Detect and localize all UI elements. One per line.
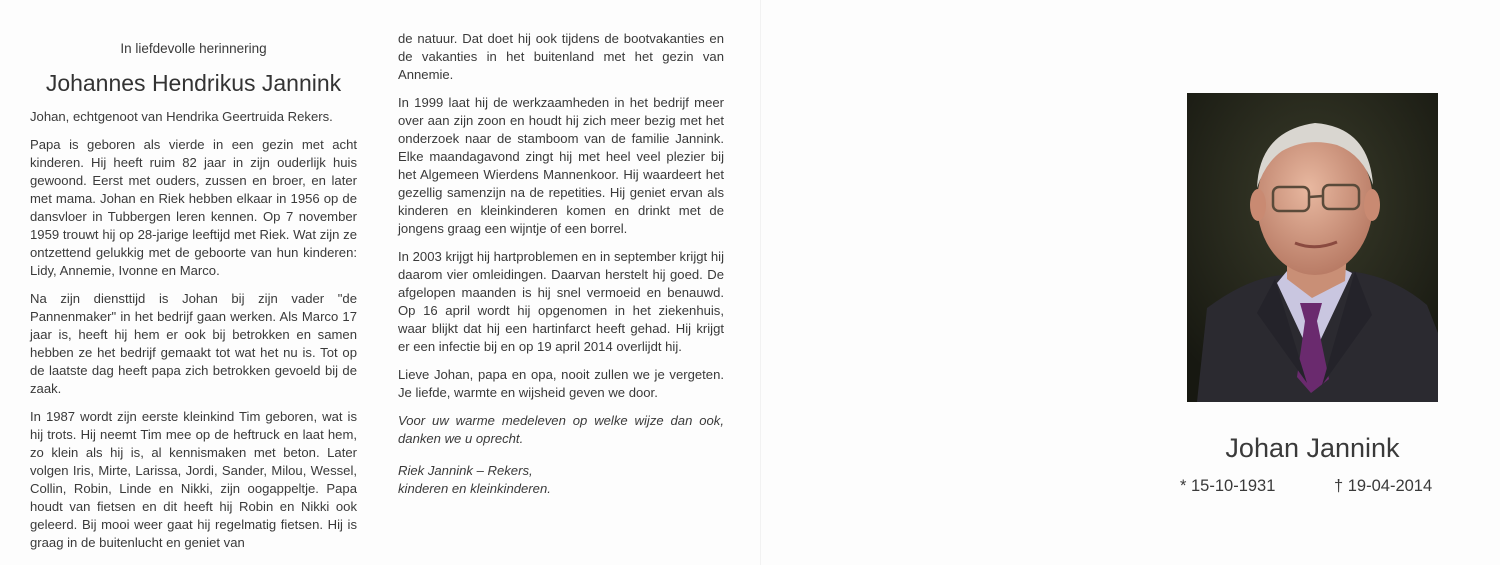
full-name-heading: Johannes Hendrikus Jannink (45, 70, 342, 96)
paragraph: In 1999 laat hij de werkzaamheden in het bedrijf meer over aan zijn zoon en houdt hij zich meer bezig met het onderzoek naar de stamboom van de familie Jannink. Elke maandagavond zingt hij met heel veel plezier bij het Algemeen Wierdens Mannenkoor. Hij waardeert het gezellig samenzijn na de repetities. Hij geniet ervan als kinderen en kleinkinderen komen en drinkt met de jongens graag een wijntje of een borrel. (398, 95, 724, 236)
paragraph: In 1987 wordt zijn eerste kleinkind Tim geboren, wat is hij trots. Hij neemt Tim mee op de heftruck en laat hem, zo klein als hij is, al kennismaken met beton. Later volgen Iris, Mirte, Larissa, Jordi, Sander, Milou, Wessel, Collin, Robin, Linde en Nikki, zijn oogappeltje. Papa houdt van fietsen en dit heeft hij Robin en Nikki ook geleerd. Bij mooi weer gaat hij regelmatig fietsen. Hij is graag in de buitenlucht en geniet van (30, 409, 357, 550)
birth-date: * 15-10-1931 (1180, 477, 1276, 495)
person-name: Johan Jannink (1225, 433, 1400, 463)
paragraph: Johan, echtgenoot van Hendrika Geertruida Rekers. (30, 109, 333, 124)
death-date: † 19-04-2014 (1334, 477, 1433, 495)
thanks-line: Voor uw warme medeleven op welke wijze dan ook, danken we u oprecht. (398, 413, 724, 446)
paragraph: In 2003 krijgt hij hartproblemen en in september krijgt hij daarom vier omleidingen. Daarvan herstelt hij goed. De afgelopen maanden is hij snel vermoeid en benauwd. Op 16 april wordt hij opgenomen in het ziekenhuis, waar blijkt dat hij een hartinfarct heeft gehad. Hij krijgt er een infectie bij en op 19 april 2014 overlijdt hij. (398, 249, 724, 354)
portrait-illustration (1187, 93, 1438, 402)
portrait-photo (1187, 93, 1438, 402)
intro-line: In liefdevolle herinnering (120, 41, 267, 56)
signature-line: Riek Jannink – Rekers, (398, 463, 533, 478)
left-text-column (30, 40, 357, 562)
paragraph: Papa is geboren als vierde in een gezin met acht kinderen. Hij heeft ruim 82 jaar in zijn ouderlijk huis gewoond. Eerst met ouders, zussen en broer, en later met mama. Johan en Riek hebben elkaar in 1956 op de dansvloer in Tubbergen leren kennen. Op 7 november 1959 trouwt hij op 28-jarige leeftijd met Riek. Wat zijn ze ontzettend gelukkig met de geboorte van hun kinderen: Lidy, Annemie, Ivonne en Marco. (30, 137, 357, 278)
signature (398, 462, 724, 498)
signature-line: kinderen en kleinkinderen. (398, 481, 551, 496)
fold-line (760, 0, 761, 565)
middle-text-column (398, 30, 724, 498)
paragraph: Na zijn diensttijd is Johan bij zijn vader "de Pannenmaker" in het bedrijf gaan werken. Als Marco 17 jaar is, heeft hij hem er ook bij betrokken en samen hebben ze het bedrijf gemaakt tot wat het nu is. Tot op de laatste dag heeft papa zich betrokken gevoeld bij de zaak. (30, 291, 357, 396)
paragraph: de natuur. Dat doet hij ook tijdens de bootvakanties en de vakanties in het buitenland met het gezin van Annemie. (398, 31, 724, 82)
paragraph: Lieve Johan, papa en opa, nooit zullen we je vergeten. Je liefde, warmte en wijsheid geven we door. (398, 367, 724, 400)
